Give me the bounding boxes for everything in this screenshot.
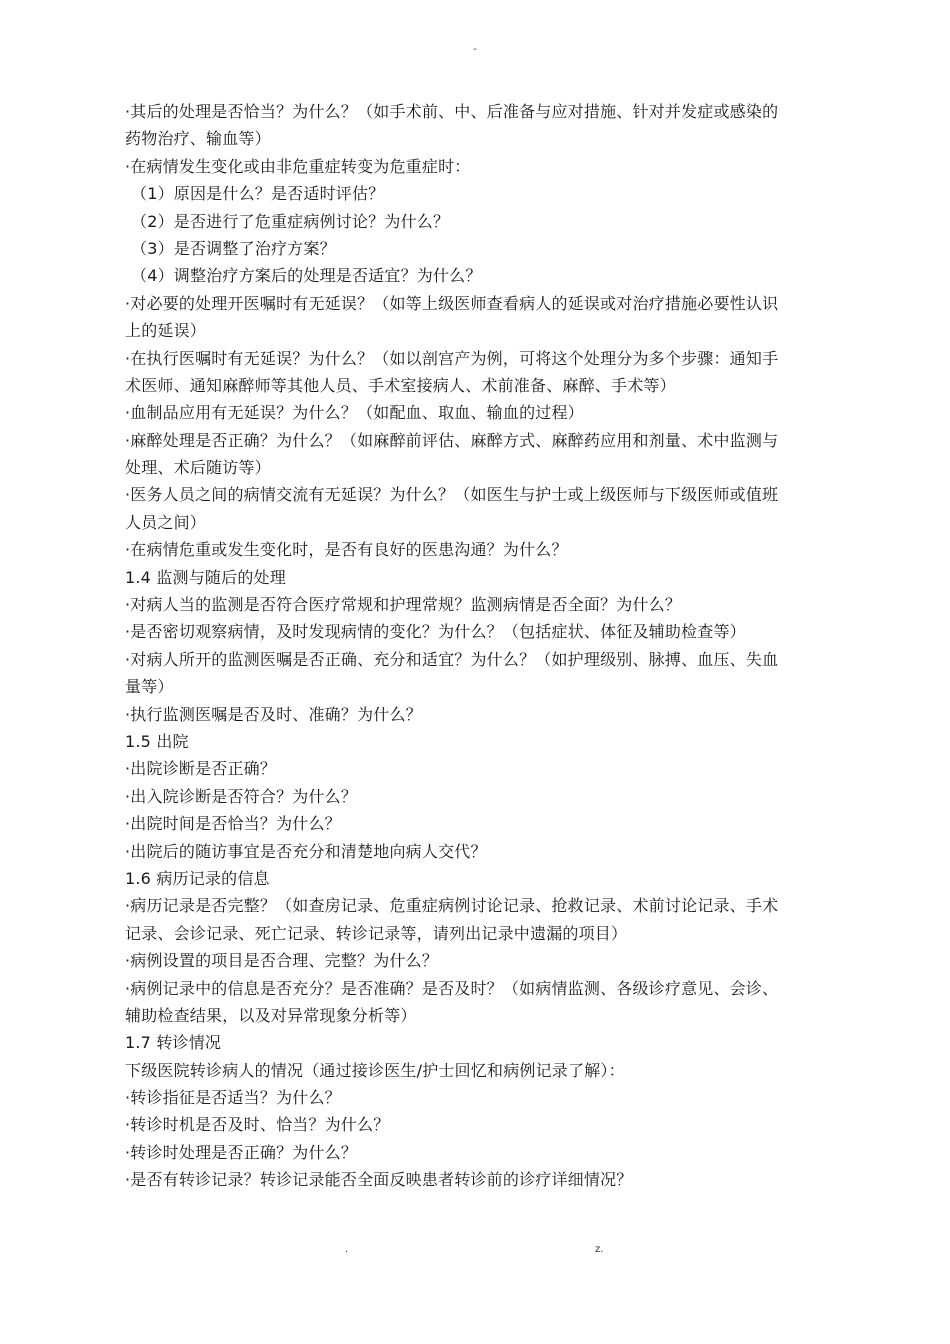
text-line: ·在病情发生变化或由非危重症转变为危重症时： bbox=[125, 156, 471, 176]
text-line: ·血制品应用有无延误？为什么？（如配血、取血、输血的过程） bbox=[125, 403, 584, 423]
text-line: ·是否密切观察病情，及时发现病情的变化？为什么？（包括症状、体征及辅助检查等） bbox=[125, 622, 746, 642]
text-line: ·病历记录是否完整？（如查房记录、危重症病例讨论记录、抢救记录、术前讨论记录、手术 bbox=[125, 896, 779, 916]
text-line: （2）是否进行了危重症病例讨论？为什么？ bbox=[131, 211, 450, 231]
text-line: 辅助检查结果，以及对异常现象分析等） bbox=[125, 1005, 417, 1025]
text-line: ·病例设置的项目是否合理、完整？为什么？ bbox=[125, 951, 439, 971]
text-line: 量等） bbox=[125, 677, 174, 697]
text-line: ·执行监测医嘱是否及时、准确？为什么？ bbox=[125, 704, 422, 724]
text-line: 记录、会诊记录、死亡记录、转诊记录等，请列出记录中遗漏的项目） bbox=[125, 923, 628, 943]
section-heading: 1.7 转诊情况 bbox=[125, 1033, 222, 1053]
text-line: ·对病人所开的监测医嘱是否正确、充分和适宜？为什么？（如护理级别、脉搏、血压、失血 bbox=[125, 649, 779, 669]
text-line: ·出院时间是否恰当？为什么？ bbox=[125, 814, 341, 834]
text-line: ·医务人员之间的病情交流有无延误？为什么？（如医生与护士或上级医师与下级医师或值班 bbox=[125, 485, 779, 505]
text-line: ·对病人当的监测是否符合医疗常规和护理常规？监测病情是否全面？为什么？ bbox=[125, 595, 682, 615]
text-line: 下级医院转诊病人的情况（通过接诊医生/护士回忆和病例记录了解）： bbox=[125, 1060, 625, 1080]
text-line: ·病例记录中的信息是否充分？是否准确？是否及时？（如病情监测、各级诊疗意见、会诊、 bbox=[125, 978, 779, 998]
text-line: ·对必要的处理开医嘱时有无延误？（如等上级医师查看病人的延误或对治疗措施必要性认识 bbox=[125, 293, 779, 313]
text-line: ·转诊时机是否及时、恰当？为什么？ bbox=[125, 1115, 390, 1135]
text-line: （4）调整治疗方案后的处理是否适宜？为什么？ bbox=[131, 266, 482, 286]
section-heading: 1.6 病历记录的信息 bbox=[125, 868, 270, 888]
text-line: ·出入院诊断是否符合？为什么？ bbox=[125, 786, 358, 806]
section-heading: 1.4 监测与随后的处理 bbox=[125, 567, 286, 587]
text-line: ·是否有转诊记录？转诊记录能否全面反映患者转诊前的诊疗详细情况？ bbox=[125, 1170, 633, 1190]
text-line: 处理、术后随访等） bbox=[125, 458, 271, 478]
section-heading: 1.5 出院 bbox=[125, 731, 189, 751]
footer-mark-right: z. bbox=[595, 1244, 604, 1255]
text-line: （3）是否调整了治疗方案？ bbox=[131, 238, 336, 258]
document-body bbox=[125, 98, 837, 1194]
text-line: ·在执行医嘱时有无延误？为什么？（如以剖宫产为例，可将这个处理分为多个步骤：通知手 bbox=[125, 348, 779, 368]
text-line: 药物治疗、输血等） bbox=[125, 129, 271, 149]
text-line: ·麻醉处理是否正确？为什么？（如麻醉前评估、麻醉方式、麻醉药应用和剂量、术中监测与 bbox=[125, 430, 779, 450]
footer-mark-left: . bbox=[345, 1244, 349, 1255]
text-line: ·在病情危重或发生变化时，是否有良好的医患沟通？为什么？ bbox=[125, 540, 568, 560]
text-line: ·转诊时处理是否正确？为什么？ bbox=[125, 1142, 358, 1162]
text-line: ·转诊指征是否适当？为什么？ bbox=[125, 1088, 341, 1108]
text-line: ·出院诊断是否正确？ bbox=[125, 759, 277, 779]
text-line: （1）原因是什么？是否适时评估？ bbox=[131, 184, 385, 204]
text-line: 上的延误） bbox=[125, 321, 207, 341]
text-line: 人员之间） bbox=[125, 512, 207, 532]
text-line: ·其后的处理是否恰当？为什么？（如手术前、中、后准备与应对措施、针对并发症或感染的 bbox=[125, 102, 779, 121]
text-line: ·出院后的随访事宜是否充分和清楚地向病人交代？ bbox=[125, 841, 487, 861]
header-mark: - bbox=[473, 44, 477, 55]
text-line: 术医师、通知麻醉师等其他人员、手术室接病人、术前准备、麻醉、手术等） bbox=[125, 375, 676, 395]
